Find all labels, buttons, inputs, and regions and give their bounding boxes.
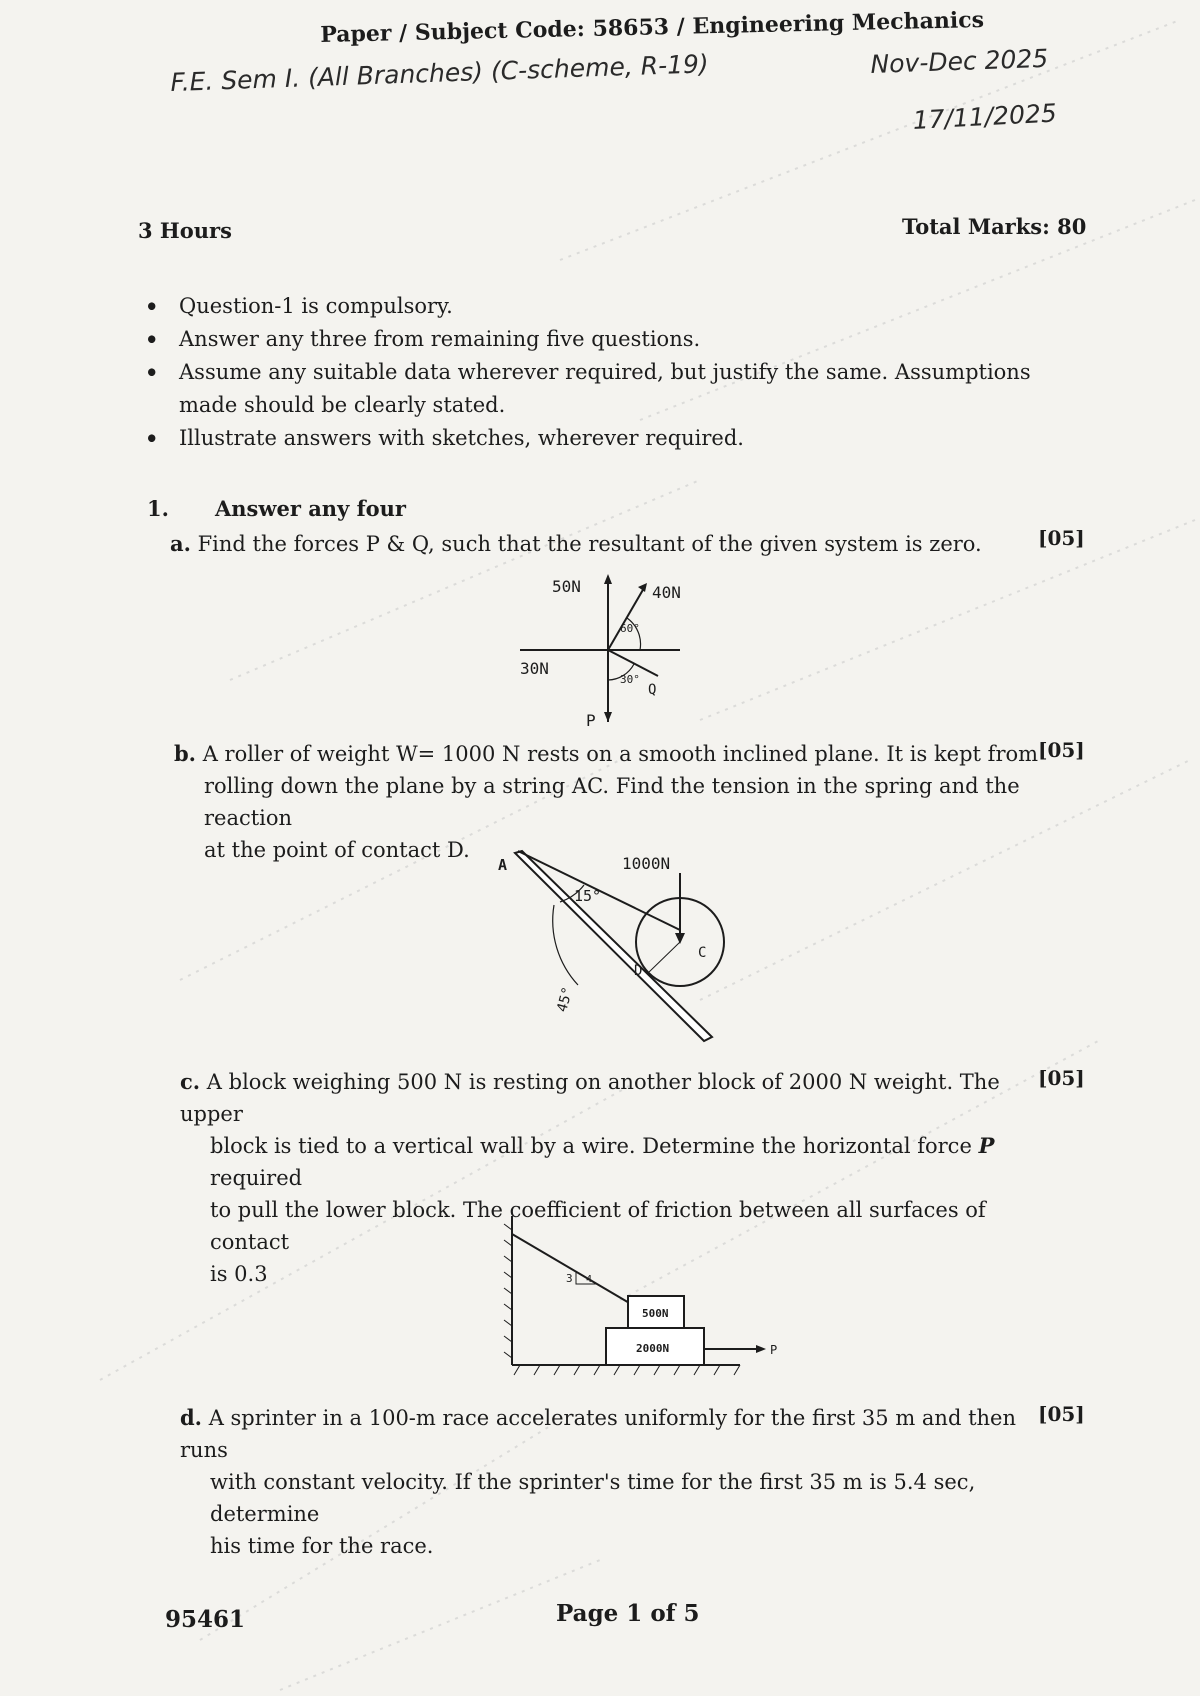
question-1d-text-3: his time for the race. (210, 1534, 434, 1558)
handwritten-date: 17/11/2025 (912, 98, 1058, 135)
question-1a-marks: [05] (1038, 526, 1085, 550)
question-number: 1. (147, 496, 169, 521)
question-1c-force-symbol: P (978, 1133, 995, 1158)
question-1d-text-2: with constant velocity. If the sprinter's time for the first 35 m is 5.4 sec, determine (210, 1470, 976, 1526)
question-1c-text-4: is 0.3 (210, 1262, 268, 1286)
label-point-c: C (698, 945, 707, 961)
label-angle-30: 30° (620, 673, 640, 686)
radius-cd (648, 942, 680, 973)
label-angle-45: 45° (554, 985, 577, 1014)
instructions-list (145, 290, 1045, 455)
question-1d-line-1 (180, 1402, 1040, 1466)
question-1c-text-1: A block weighing 500 N is resting on another block of 2000 N weight. The upper (180, 1070, 1000, 1126)
force-p-arrow (604, 712, 612, 722)
roller-incline-diagram (490, 845, 740, 1050)
question-1b-text-2: rolling down the plane by a string AC. Find the tension in the spring and the reaction (204, 774, 1020, 830)
footer-page-number: Page 1 of 5 (556, 1600, 700, 1627)
question-1c-text-2-end: required (210, 1166, 303, 1190)
instruction-item: • Question-1 is compulsory. (145, 290, 1045, 323)
force-40n-line (608, 588, 644, 650)
angle-45-arc (553, 905, 578, 985)
question-1c-marks: [05] (1038, 1066, 1085, 1090)
label-p: P (586, 711, 596, 730)
question-1d-text-1: A sprinter in a 100-m race accelerates uniformly for the first 35 m and then runs (180, 1406, 1016, 1462)
label-angle-15: 15° (574, 887, 602, 905)
label-q: Q (648, 682, 657, 698)
question-1b-letter: b. (174, 741, 196, 766)
question-heading: Answer any four (215, 496, 406, 521)
inclined-plane (515, 851, 712, 1041)
label-angle-60: 60° (620, 622, 640, 635)
label-slope-horizontal: 4 (586, 1274, 593, 1285)
question-1d (180, 1402, 1040, 1562)
label-50n: 50N (552, 577, 581, 596)
question-1b-line-1 (174, 738, 1054, 770)
label-1000n: 1000N (622, 854, 671, 873)
question-1b-text-1: A roller of weight W= 1000 N rests on a smooth inclined plane. It is kept from (202, 742, 1039, 766)
question-1c-letter: c. (180, 1069, 201, 1094)
wall-hatching (504, 1224, 512, 1358)
question-1c-line-2 (180, 1130, 1040, 1194)
label-point-d: D (634, 963, 643, 979)
question-1a-text: Find the forces P & Q, such that the resultant of the given system is zero. (197, 532, 982, 556)
label-point-a: A (498, 856, 508, 874)
total-marks: Total Marks: 80 (902, 214, 1087, 239)
label-lower-block: 2000N (636, 1342, 670, 1355)
label-slope-vertical: 3 (566, 1272, 573, 1285)
instruction-item: • Illustrate answers with sketches, wherever required. (145, 422, 1045, 455)
question-1b-text-3: at the point of contact D. (204, 838, 470, 862)
handwritten-course: F.E. Sem I. (All Branches) (C-scheme, R-19) (170, 49, 710, 97)
question-1d-marks: [05] (1038, 1402, 1085, 1426)
label-force-p: P (770, 1343, 778, 1357)
handwritten-session: Nov-Dec 2025 (870, 43, 1049, 79)
incline-surface (522, 851, 712, 1037)
label-40n: 40N (652, 583, 681, 602)
force-system-diagram (520, 572, 700, 732)
question-1a-letter: a. (170, 531, 191, 556)
force-50n-arrow (604, 574, 612, 584)
question-1c-text-3: to pull the lower block. The coefficient of friction between all surfaces of contact (210, 1198, 986, 1254)
question-1c-line-1 (180, 1066, 1040, 1130)
question-1b-marks: [05] (1038, 738, 1085, 762)
ground-hatching (514, 1365, 740, 1375)
question-1d-letter: d. (180, 1405, 202, 1430)
label-30n: 30N (520, 659, 549, 678)
label-upper-block: 500N (642, 1307, 669, 1320)
instruction-item: • Assume any suitable data wherever required, but justify the same. Assumptions made should be clearly stated. (145, 356, 1045, 422)
instruction-item: • Answer any three from remaining five questions. (145, 323, 1045, 356)
two-block-diagram (500, 1210, 790, 1380)
exam-duration: 3 Hours (138, 218, 232, 243)
question-1c-text-2: block is tied to a vertical wall by a wire. Determine the horizontal force (210, 1134, 972, 1158)
paper-header-title: Paper / Subject Code: 58653 / Engineering Mechanics (320, 6, 985, 48)
force-p-arrow (756, 1345, 766, 1353)
footer-paper-code: 95461 (165, 1606, 246, 1633)
question-1a (170, 528, 1050, 560)
